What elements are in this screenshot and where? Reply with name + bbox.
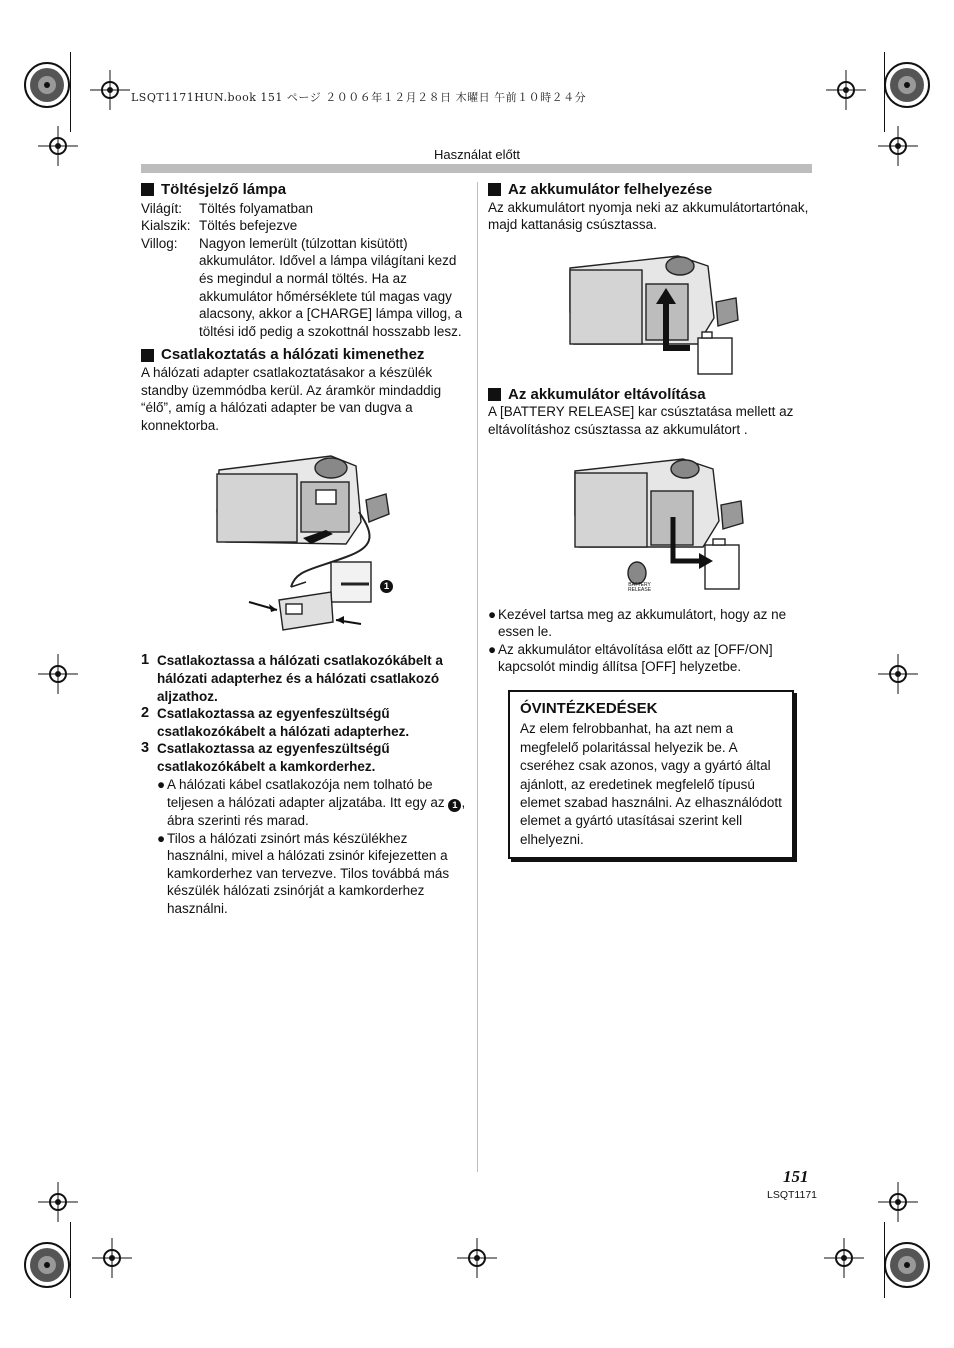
left-column bbox=[141, 181, 466, 918]
registration-mark-top-right bbox=[882, 60, 932, 110]
callout-1-icon: 1 bbox=[448, 799, 461, 812]
remove-notes-list bbox=[488, 606, 818, 676]
print-header: LSQT1171HUN.book 151 ページ ２００６年１２月２８日 木曜日 午前１０時２４分 bbox=[131, 91, 587, 104]
bullet-icon: ● bbox=[488, 606, 497, 622]
crosshair-mark bbox=[878, 1182, 918, 1222]
remove-battery-figure bbox=[488, 457, 818, 597]
note-item: ● Tilos a hálózati zsinórt más készülékhez használni, mivel a hálózati zsinór kifejezetten a kamkorderhez van tervezve. Tilos továbbá más készülék hálózati zsinórját a kamkorderhez használni. bbox=[157, 830, 450, 917]
section-label: Használat előtt bbox=[434, 147, 520, 162]
crop-line bbox=[884, 52, 885, 132]
step-item: 1 Csatlakoztassa a hálózati csatlakozókábelt a hálózati adapterhez és a hálózati csatlakozó aljzathoz. bbox=[141, 652, 443, 704]
step-item: 2 Csatlakoztassa az egyenfeszültségű csatlakozókábelt a hálózati adapterhez. bbox=[141, 705, 410, 739]
charge-lamp-states bbox=[141, 200, 466, 341]
steps-list bbox=[141, 652, 466, 775]
crosshair-mark bbox=[878, 654, 918, 694]
attach-battery-text: Az akkumulátort nyomja neki az akkumulátortartónak, majd kattanásig csúsztassa. bbox=[488, 199, 809, 233]
crosshair-mark bbox=[92, 1238, 132, 1278]
bullet-icon: ● bbox=[488, 641, 497, 657]
note-item: ● Kezével tartsa meg az akkumulátort, hogy az ne essen le. bbox=[488, 606, 787, 640]
bullet-icon: ● bbox=[157, 777, 166, 793]
lamp-state-row: Villog: Nagyon lemerült (túlzottan kisütött) akkumulátor. Idővel a lámpa világítani kezd és megindul a normál töltés. Ha az akkumulátor hőmérséklete túl magas vagy alacsony, akkor a [CHARGE] lámpa villog, a töltési idő pedig a szokottnál hosszabb lesz. bbox=[141, 235, 463, 339]
notes-list bbox=[141, 776, 466, 917]
crosshair-mark bbox=[457, 1238, 497, 1278]
header-rule bbox=[141, 164, 812, 173]
step-item: 3 Csatlakoztassa az egyenfeszültségű csatlakozókábelt a kamkorderhez. bbox=[141, 740, 390, 774]
remove-battery-heading: Az akkumulátor eltávolítása bbox=[488, 386, 818, 404]
caution-box bbox=[508, 690, 794, 859]
document-code: LSQT1171 bbox=[767, 1189, 818, 1201]
bullet-icon: ● bbox=[157, 830, 166, 846]
crop-line bbox=[884, 1222, 885, 1298]
registration-mark-bottom-left bbox=[22, 1240, 72, 1290]
ac-outlet-heading: Csatlakoztatás a hálózati kimenethez bbox=[141, 346, 466, 364]
column-divider bbox=[477, 182, 478, 1172]
battery-release-label: BATTERY RELEASE bbox=[628, 581, 652, 593]
callout-1-icon: 1 bbox=[380, 580, 393, 593]
charge-lamp-heading: Töltésjelző lámpa bbox=[141, 181, 466, 199]
right-column bbox=[488, 181, 818, 676]
crosshair-mark bbox=[38, 1182, 78, 1222]
caution-title: ÓVINTÉZKEDÉSEK bbox=[520, 700, 658, 717]
ac-outlet-text: A hálózati adapter csatlakoztatásakor a készülék standby üzemmódba kerül. Az áramkör mindaddig “élő”, amíg a hálózati adapter be van dugva a konnektorba. bbox=[141, 364, 442, 433]
note-item: ● A hálózati kábel csatlakozója nem tolható be teljesen a hálózati adapter aljzatába. Itt egy az 1 , ábra szerinti rés marad. bbox=[157, 777, 466, 829]
square-bullet-icon bbox=[488, 388, 501, 401]
crop-line bbox=[70, 1222, 71, 1298]
lamp-state-row: Világít: Töltés folyamatban bbox=[141, 200, 314, 216]
crosshair-mark bbox=[826, 70, 866, 110]
ac-adapter-figure bbox=[141, 452, 466, 644]
registration-mark-bottom-right bbox=[882, 1240, 932, 1290]
lamp-state-row: Kialszik: Töltés befejezve bbox=[141, 218, 298, 234]
note-item: ● Az akkumulátor eltávolítása előtt az [OFF/ON] kapcsolót mindig állítsa [OFF] helyzetbe. bbox=[488, 641, 773, 675]
caution-text: Az elem felrobbanhat, ha azt nem a megfelelő polaritással helyezik be. A cseréhez csak azonos, vagy a gyártó által ajánlott, az eredetinek megfelelő típusú elemet szabad használni. Az elhasználódott elemet a gyártó utasításai szerint kell elhelyezni. bbox=[520, 721, 782, 847]
square-bullet-icon bbox=[488, 183, 501, 196]
crosshair-mark bbox=[90, 70, 130, 110]
attach-battery-heading: Az akkumulátor felhelyezése bbox=[488, 181, 818, 199]
page-number: 151 bbox=[783, 1167, 809, 1186]
crosshair-mark bbox=[824, 1238, 864, 1278]
crop-line bbox=[70, 52, 71, 132]
remove-battery-text: A [BATTERY RELEASE] kar csúsztatása mellett az eltávolításhoz csúsztassa az akkumulátort . bbox=[488, 404, 794, 437]
registration-mark-top-left bbox=[22, 60, 72, 110]
crosshair-mark bbox=[38, 654, 78, 694]
attach-battery-figure bbox=[488, 252, 818, 380]
square-bullet-icon bbox=[141, 349, 154, 362]
square-bullet-icon bbox=[141, 183, 154, 196]
